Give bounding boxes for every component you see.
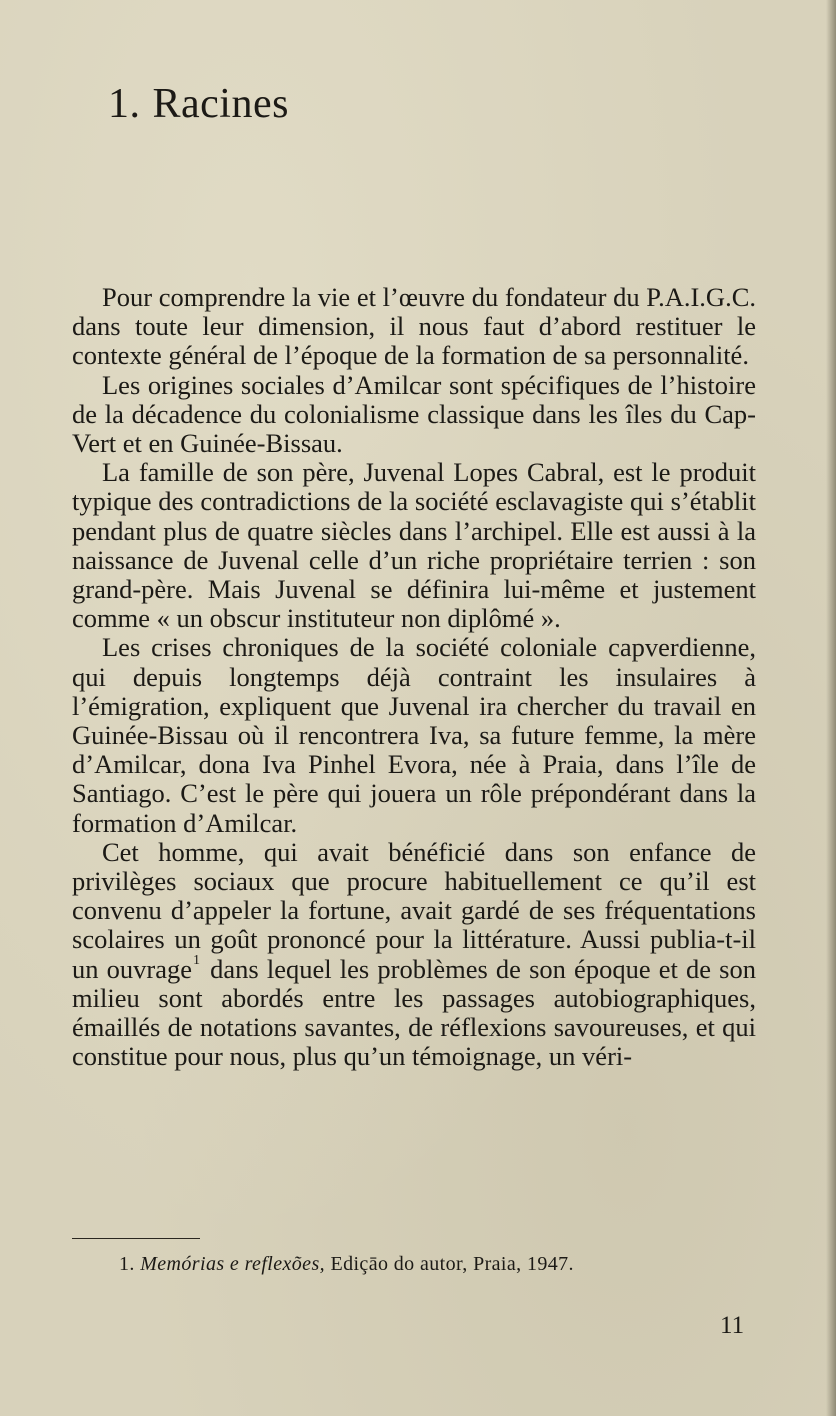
footnote-number: 1. [119,1253,135,1275]
paragraph: Pour comprendre la vie et l’œuvre du fondateur du P.A.I.G.C. dans toute leur dimension, il nous faut d’abord restituer le contexte général de l’époque de la formation de sa personnalité. [72,282,756,371]
footnote-details: Ediçāo do autor, Praia, 1947. [325,1253,574,1275]
footnote-divider [72,1238,200,1239]
paragraph-text: dans lequel les problèmes de son époque et de son milieu sont abordés entre les passages autobiographiques, émaillés de notations savantes, de réflexions savoureuses, et qui constitue pour nous, plus qu’un témoignage, un véri- [72,953,756,1072]
footnote-reference: 1 [193,952,201,968]
paragraph [72,838,756,1072]
footnote-title: Memórias e reflexões, [140,1253,326,1275]
body-text [72,283,756,1071]
page-edge-shadow [826,0,836,1416]
paragraph: Les crises chroniques de la société coloniale capverdienne, qui depuis longtemps déjà contraint les insulaires à l’émigration, expliquent que Juvenal ira chercher du travail en Guinée-Bissau où il rencontrera Iva, sa future femme, la mère d’Amilcar, dona Iva Pinhel Evora, née à Praia, dans l’île de Santiago. C’est le père qui jouera un rôle prépondérant dans la formation d’Amilcar. [72,632,756,838]
chapter-title [108,80,289,128]
footnote [119,1252,574,1276]
paragraph: La famille de son père, Juvenal Lopes Cabral, est le produit typique des contradictions de la société esclavagiste qui s’établit pendant plus de quatre siècles dans l’archipel. Elle est aussi à la naissance de Juvenal celle d’un riche propriétaire terrien : son grand-père. Mais Juvenal se définira lui-même et justement comme « un obscur instituteur non diplômé ». [72,457,756,634]
paragraph-text: Cet homme, qui avait bénéficié dans son enfance de privilèges sociaux que procure habituellement ce qu’il est convenu d’appeler la fortune, avait gardé de ses fréquentations scolaires un goût prononcé pour la littérature. Aussi publia-t-il un ouvrage [72,836,756,984]
page-number: 11 [720,1312,745,1339]
paragraph: Les origines sociales d’Amilcar sont spécifiques de l’histoire de la décadence du colonialisme classique dans les îles du Cap-Vert et en Guinée-Bissau. [72,369,756,459]
chapter-title-text: Racines [152,81,289,127]
chapter-number: 1. [108,81,141,127]
